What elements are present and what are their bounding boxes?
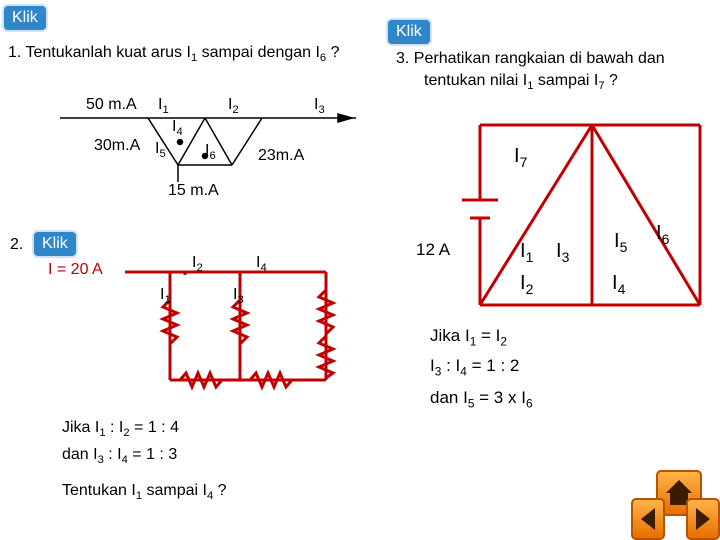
prev-button[interactable]: [631, 498, 665, 540]
prev-arrow-icon: [633, 500, 663, 538]
p1-label-i4: $I_4$: [172, 118, 183, 139]
p2-label-total-current: I = 20 A: [48, 261, 103, 278]
p1-label-i3: $I_3$: [314, 96, 325, 117]
p1-label-30ma: 30m.A: [94, 137, 141, 154]
klik-button-1[interactable]: Klik: [2, 4, 48, 32]
p2-label-i3: $I_3$: [233, 286, 244, 307]
p1-label-50ma: 50 m.A: [86, 96, 137, 113]
next-arrow-icon: [688, 500, 718, 538]
p3-label-i4: $I_4$: [612, 272, 626, 297]
p2-label-i4: $I_4$: [256, 254, 267, 275]
p2-ratio-2: dan $I_3$ : $I_4 = 1$ : 3: [62, 446, 178, 467]
p2-question: Tentukan $I_1$ sampai $I_4$ ?: [62, 482, 227, 503]
p3-condition-3: dan $I_5 = 3$ x $I_6$: [430, 388, 533, 411]
p2-label-i1: $I_1$: [160, 286, 171, 307]
p3-label-i7: $I_7$: [514, 145, 528, 170]
p3-label-i6: $I_6$: [656, 222, 670, 247]
p3-condition-1: Jika $I_1 = I_2$: [430, 326, 508, 349]
p1-label-i5: $I_5$: [155, 140, 166, 161]
klik-button-2[interactable]: Klik: [32, 230, 78, 258]
klik-button-3[interactable]: Klik: [386, 18, 432, 46]
problem-1-question: 1. Tentukanlah kuat arus $I_1$ sampai dengan $I_6$ ?: [8, 44, 340, 65]
next-button[interactable]: [686, 498, 720, 540]
p2-label-i2: $I_2$: [192, 254, 203, 275]
p1-label-i1: $I_1$: [158, 96, 169, 117]
p1-label-23ma: 23m.A: [258, 147, 305, 164]
p3-label-source: 12 A: [416, 240, 451, 259]
problem-2-network: [125, 272, 333, 387]
p1-label-15ma: 15 m.A: [168, 182, 219, 199]
p3-label-i1: $I_1$: [520, 240, 534, 265]
problem-2-number: 2.: [10, 236, 24, 253]
p3-condition-2: $I_3$ : $I_4 = 1$ : 2: [430, 356, 520, 379]
p3-label-i5: $I_5$: [614, 230, 628, 255]
problem-3-network: [462, 125, 700, 305]
p1-label-i2: $I_2$: [228, 96, 239, 117]
p3-label-i2: $I_2$: [520, 272, 534, 297]
p2-ratio-1: Jika $I_1$ : $I_2 = 1$ : 4: [62, 419, 179, 440]
p1-label-i6: $I_6$: [205, 142, 216, 163]
problem-3-question-line2: tentukan nilai $I_1$ sampai $I_7$ ?: [424, 72, 618, 93]
p3-label-i3: $I_3$: [556, 240, 570, 265]
problem-3-question-line1: 3. Perhatikan rangkaian di bawah dan: [396, 50, 665, 67]
